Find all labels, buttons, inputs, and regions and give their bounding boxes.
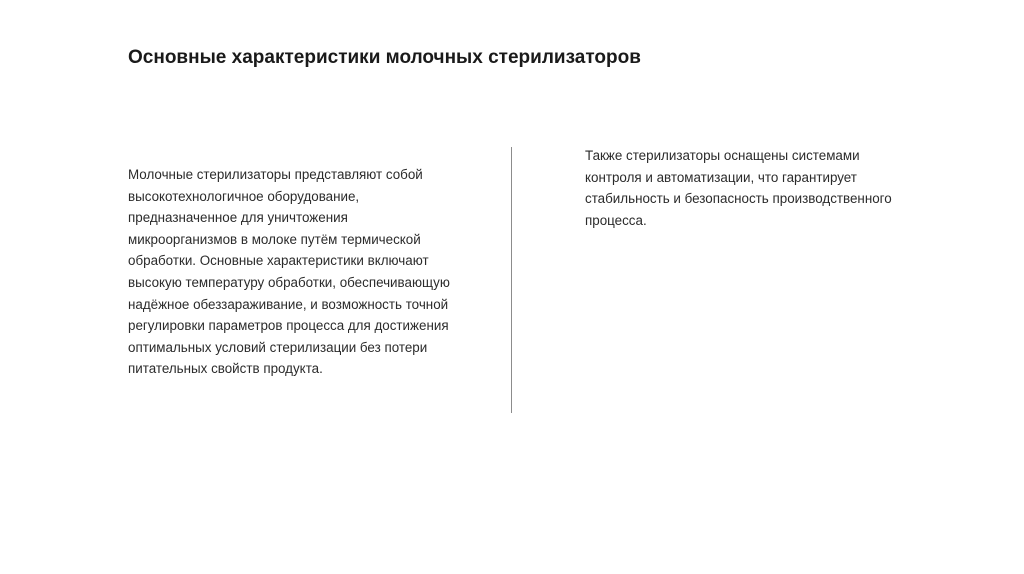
left-paragraph-line: обработки. Основные характеристики включают	[128, 253, 429, 269]
column-divider	[511, 147, 512, 413]
right-paragraph-line: процесса.	[585, 212, 647, 228]
slide-title: Основные характеристики молочных стерилизаторов	[128, 47, 641, 68]
left-paragraph-line: предназначенное для уничтожения	[128, 210, 348, 226]
right-paragraph-line: стабильность и безопасность производственного	[585, 191, 892, 207]
right-paragraph-line: контроля и автоматизации, что гарантирует	[585, 169, 857, 185]
right-paragraph-line: Также стерилизаторы оснащены системами	[585, 148, 860, 163]
left-paragraph-line: надёжное обеззараживание, и возможность точной	[128, 296, 449, 312]
right-text-column	[585, 145, 915, 231]
left-paragraph-line: высокотехнологичное оборудование,	[128, 188, 360, 204]
left-paragraph-line: Молочные стерилизаторы представляют собой	[128, 167, 423, 182]
left-paragraph-line: регулировки параметров процесса для достижения	[128, 318, 449, 334]
left-text-column	[128, 164, 478, 380]
left-paragraph-line: микроорганизмов в молоке путём термической	[128, 231, 421, 247]
left-paragraph-line: питательных свойств продукта.	[128, 361, 323, 377]
left-paragraph-line: высокую температуру обработки, обеспечивающую	[128, 274, 450, 290]
left-paragraph-line: оптимальных условий стерилизации без потери	[128, 339, 428, 355]
